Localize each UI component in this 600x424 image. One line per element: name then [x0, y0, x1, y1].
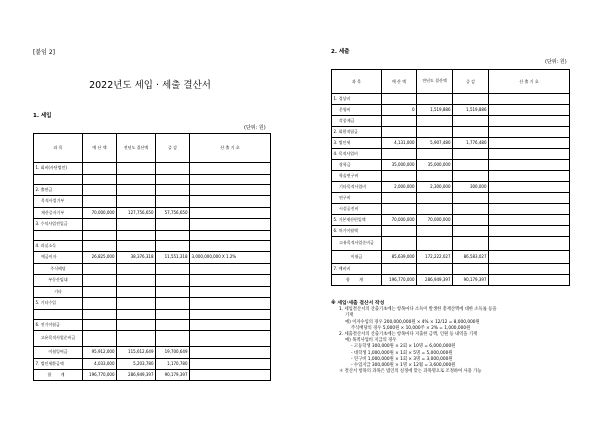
basis-cell — [190, 331, 271, 347]
subject-cell: 합 계 — [34, 370, 83, 381]
expenditure-table — [331, 69, 570, 286]
budget-cell — [83, 240, 117, 252]
budget-cell — [83, 275, 117, 287]
expenditure-section-title: 2. 세출 — [331, 49, 350, 55]
budget-cell — [83, 331, 117, 347]
change-cell — [453, 204, 489, 215]
table-row — [34, 263, 271, 275]
table-row — [332, 182, 570, 193]
budget-cell: 2,000,000 — [382, 182, 417, 193]
change-cell: 90,179,397 — [453, 275, 489, 286]
table-row — [332, 251, 570, 264]
prev-settlement-cell: 35,000,000 — [417, 160, 453, 171]
table-row — [332, 171, 570, 182]
note-line: 예) 목적사업비 지급의 경우 — [345, 338, 397, 344]
subject-cell — [34, 230, 83, 240]
budget-cell: 196,770,000 — [382, 275, 417, 286]
table-row — [34, 275, 271, 287]
subject-cell: 4. 목적사업비 — [332, 149, 382, 160]
table-row — [34, 298, 271, 310]
total-row — [34, 370, 271, 381]
basis-cell — [489, 127, 570, 138]
change-cell — [453, 127, 489, 138]
basis-cell — [489, 171, 570, 182]
basis-cell — [489, 251, 570, 264]
table-row — [332, 204, 570, 215]
header-subject: 과 목 — [332, 70, 382, 94]
subject-cell: 7. 예비비 — [332, 264, 382, 275]
prev-settlement-cell — [417, 94, 453, 105]
subject-cell: 연구비 — [332, 193, 382, 204]
table-row — [34, 184, 271, 196]
budget-cell: 4,033,000 — [83, 358, 117, 370]
prev-settlement-cell: 286,949,397 — [117, 370, 156, 381]
budget-cell — [382, 149, 417, 160]
change-cell: 90,179,397 — [156, 370, 190, 381]
prev-settlement-cell — [417, 264, 453, 275]
subject-cell: 고유목적사업준비금 — [34, 331, 83, 347]
basis-cell — [190, 309, 271, 319]
basis-cell — [190, 196, 271, 208]
subject-cell: 이월잉여금 — [34, 347, 83, 359]
prev-settlement-cell: 115,612,649 — [117, 347, 156, 359]
prev-settlement-cell — [417, 204, 453, 215]
note-line: 주식배당의 경우 5,000원 × 10,000주 × 2% = 1,000,000원 — [351, 325, 471, 331]
change-cell — [453, 264, 489, 275]
prev-settlement-cell — [117, 184, 156, 196]
subject-cell — [34, 309, 83, 319]
budget-cell: 70,000,000 — [382, 215, 417, 226]
prev-settlement-cell: 70,000,000 — [417, 215, 453, 226]
table-row — [34, 196, 271, 208]
note-line: 2. 세출결산서의 산출기초에는 항목마다 지출한 금액, 인원 등 내역을 기재 — [339, 332, 478, 338]
table-row — [34, 174, 271, 184]
prev-settlement-cell — [417, 127, 453, 138]
change-cell: 86,583,027 — [453, 251, 489, 264]
prev-settlement-cell — [117, 298, 156, 310]
budget-cell — [83, 286, 117, 298]
change-cell — [453, 215, 489, 226]
basis-cell — [190, 219, 271, 231]
table-row — [332, 138, 570, 149]
prev-settlement-cell — [117, 263, 156, 275]
note-line: - 수업지급 300,000원 × 1명 × 12월 = 3,600,000원 — [351, 363, 456, 369]
subject-cell: 시설공진비 — [332, 204, 382, 215]
change-cell — [156, 230, 190, 240]
basis-cell — [489, 182, 570, 193]
change-cell: 1,170,780 — [156, 358, 190, 370]
budget-cell — [83, 196, 117, 208]
subject-cell: 3. 법인세 — [332, 138, 382, 149]
prev-settlement-cell: 172,222,027 — [417, 251, 453, 264]
budget-cell: 85,639,000 — [382, 251, 417, 264]
table-row — [332, 264, 570, 275]
change-cell — [156, 174, 190, 184]
prev-settlement-cell: 5,907,480 — [417, 138, 453, 149]
change-cell — [453, 94, 489, 105]
basis-cell — [190, 263, 271, 275]
table-row — [34, 358, 271, 370]
expenditure-unit-label: (단위: 원) — [545, 59, 567, 65]
table-row — [34, 240, 271, 252]
revenue-table — [33, 133, 271, 381]
subject-cell: 학술연구비 — [332, 171, 382, 182]
attachment-label: [붙임 2] — [33, 49, 55, 56]
budget-cell — [382, 226, 417, 237]
prev-settlement-cell — [117, 309, 156, 319]
change-cell: 19,700,649 — [156, 347, 190, 359]
prev-settlement-cell — [117, 230, 156, 240]
budget-cell — [382, 171, 417, 182]
subject-cell: 이월금 — [332, 251, 382, 264]
note-line: 예) 이자수입의 경우 200,000,000원 × 4% × 12/12 = 8,000,000원 — [345, 319, 480, 325]
change-cell — [156, 263, 190, 275]
prev-settlement-cell — [417, 149, 453, 160]
budget-cell — [83, 298, 117, 310]
table-row — [332, 160, 570, 171]
header-basis: 산 출 기 초 — [489, 70, 570, 94]
change-cell — [453, 160, 489, 171]
prev-settlement-cell: 2,300,000 — [417, 182, 453, 193]
header-budget: 예 산 액 — [83, 134, 117, 163]
table-row — [34, 319, 271, 331]
table-row — [332, 116, 570, 127]
basis-cell — [489, 193, 570, 204]
header-subject: 과 목 — [34, 134, 83, 163]
budget-cell — [83, 319, 117, 331]
note-line: - 고등학생 300,000원 × 2회 × 10명 = 6,000,000원 — [351, 344, 456, 350]
table-row — [332, 193, 570, 204]
prev-settlement-cell: 127,756,650 — [117, 207, 156, 219]
budget-cell: 35,000,000 — [382, 160, 417, 171]
basis-cell — [489, 237, 570, 251]
prev-settlement-cell — [417, 237, 453, 251]
change-cell — [156, 184, 190, 196]
budget-cell: 196,770,000 — [83, 370, 117, 381]
header-change: 증 감 — [453, 70, 489, 94]
change-cell — [156, 331, 190, 347]
header-budget: 예 산 액 — [382, 70, 417, 94]
subject-cell: 목적사업기부 — [34, 196, 83, 208]
subject-cell: 5. 기본재산편입액 — [332, 215, 382, 226]
subject-cell: 고유목적사업준비금 — [332, 237, 382, 251]
prev-settlement-cell — [417, 226, 453, 237]
budget-cell: 0 — [382, 105, 417, 116]
note-line: - 대학생 1,000,000원 × 1회 × 5명 = 5,000,000원 — [351, 350, 453, 356]
basis-cell — [489, 160, 570, 171]
basis-cell — [190, 298, 271, 310]
budget-cell: 4,131,000 — [382, 138, 417, 149]
basis-cell — [190, 286, 271, 298]
header-basis: 산 출 기 초 — [190, 134, 271, 163]
change-cell — [156, 319, 190, 331]
header-prev-settlement: 전년도 결산액 — [117, 134, 156, 163]
basis-cell: 3,000,000,000 X 1.2% — [190, 252, 271, 264]
revenue-section-title: 1. 세입 — [33, 113, 52, 119]
prev-settlement-cell — [117, 174, 156, 184]
basis-cell — [190, 240, 271, 252]
basis-cell — [489, 204, 570, 215]
basis-cell — [190, 230, 271, 240]
budget-cell — [83, 184, 117, 196]
basis-cell — [190, 347, 271, 359]
basis-cell — [190, 207, 271, 219]
prev-settlement-cell — [117, 163, 156, 175]
budget-cell — [83, 263, 117, 275]
basis-cell — [190, 319, 271, 331]
basis-cell — [190, 174, 271, 184]
change-cell: 1,519,886 — [453, 105, 489, 116]
subject-cell: 예금이자 — [34, 252, 83, 264]
basis-cell — [489, 138, 570, 149]
table-row — [332, 215, 570, 226]
basis-cell — [190, 163, 271, 175]
subject-cell: 재산증자기부 — [34, 207, 83, 219]
header-prev-settlement: 전년도 결산액 — [417, 70, 453, 94]
basis-cell — [190, 275, 271, 287]
change-cell — [156, 240, 190, 252]
basis-cell — [489, 275, 570, 286]
note-line: ＊ 결산서 항목의 과목은 법인의 실정에 맞는 과목명으로 조정하여 사용 가능 — [339, 369, 482, 375]
subject-cell: 6. 차기이월액 — [332, 226, 382, 237]
subject-cell: 6. 전기이월금 — [34, 319, 83, 331]
header-change: 증 감 — [156, 134, 190, 163]
subject-cell: 합 계 — [332, 275, 382, 286]
budget-cell — [382, 264, 417, 275]
prev-settlement-cell — [117, 319, 156, 331]
note-line: 기재 — [345, 313, 354, 319]
document-title: 2022년도 세입 · 세출 결산서 — [89, 80, 211, 91]
prev-settlement-cell — [117, 219, 156, 231]
change-cell — [156, 286, 190, 298]
subject-cell: 주식배당 — [34, 263, 83, 275]
table-row — [34, 230, 271, 240]
total-row — [332, 275, 570, 286]
budget-cell: 70,000,000 — [83, 207, 117, 219]
change-cell — [156, 309, 190, 319]
basis-cell — [190, 370, 271, 381]
change-cell — [453, 116, 489, 127]
budget-cell — [382, 204, 417, 215]
table-row — [34, 309, 271, 319]
budget-cell — [382, 116, 417, 127]
change-cell: 1,776,480 — [453, 138, 489, 149]
budget-cell — [83, 163, 117, 175]
budget-cell — [83, 309, 117, 319]
subject-cell: 2. 회원적립금 — [332, 127, 382, 138]
prev-settlement-cell — [417, 171, 453, 182]
budget-cell — [382, 127, 417, 138]
table-row — [34, 163, 271, 175]
revenue-unit-label: (단위: 원) — [244, 125, 266, 131]
change-cell: 300,000 — [453, 182, 489, 193]
budget-cell: 26,825,000 — [83, 252, 117, 264]
change-cell — [156, 196, 190, 208]
subject-cell: 기타목적사업비 — [332, 182, 382, 193]
note-line: 1. 세입결산서의 산출기초에는 항목마다 소득이 발생한 총재산액에 대한 소득률 등을 — [339, 307, 497, 313]
basis-cell — [190, 184, 271, 196]
budget-cell — [382, 193, 417, 204]
budget-cell — [382, 237, 417, 251]
budget-cell — [83, 230, 117, 240]
budget-cell — [83, 174, 117, 184]
prev-settlement-cell: 5,203,780 — [117, 358, 156, 370]
table-row — [34, 286, 271, 298]
basis-cell — [489, 116, 570, 127]
table-row — [332, 226, 570, 237]
change-cell: 57,756,650 — [156, 207, 190, 219]
basis-cell — [489, 105, 570, 116]
subject-cell: 4. 과실소득 — [34, 240, 83, 252]
subject-cell: 2. 출연금 — [34, 184, 83, 196]
prev-settlement-cell — [117, 196, 156, 208]
subject-cell: 5. 기타수입 — [34, 298, 83, 310]
subject-cell: 7. 법인세환급액 — [34, 358, 83, 370]
prev-settlement-cell: 286,949,397 — [417, 275, 453, 286]
prev-settlement-cell: 38,376,318 — [117, 252, 156, 264]
change-cell — [453, 237, 489, 251]
subject-cell: 부동산임대 — [34, 275, 83, 287]
subject-cell: 1. 경상비 — [332, 94, 382, 105]
prev-settlement-cell: 1,519,886 — [417, 105, 453, 116]
basis-cell — [489, 226, 570, 237]
budget-cell — [83, 219, 117, 231]
change-cell — [156, 163, 190, 175]
prev-settlement-cell — [117, 240, 156, 252]
change-cell — [156, 275, 190, 287]
subject-cell: 1. 회비(사단법인) — [34, 163, 83, 175]
subject-cell: 운영비 — [332, 105, 382, 116]
table-row — [34, 219, 271, 231]
basis-cell — [489, 149, 570, 160]
subject-cell: 기타 — [34, 286, 83, 298]
table-row — [34, 331, 271, 347]
note-line: - 연구비 1,000,000원 × 1회 × 3명 = 3,000,000원 — [351, 356, 453, 362]
notes-lines — [331, 307, 596, 375]
change-cell — [156, 298, 190, 310]
subject-cell: 장학금 — [332, 160, 382, 171]
prev-settlement-cell — [117, 331, 156, 347]
change-cell — [453, 193, 489, 204]
subject-cell: 3. 수익사업전입금 — [34, 219, 83, 231]
table-row — [332, 149, 570, 160]
subject-cell: 각종제금 — [332, 116, 382, 127]
table-row — [34, 252, 271, 264]
change-cell: 11,551,318 — [156, 252, 190, 264]
budget-cell — [382, 94, 417, 105]
table-row — [34, 347, 271, 359]
table-row — [332, 127, 570, 138]
prev-settlement-cell — [417, 116, 453, 127]
subject-cell — [34, 174, 83, 184]
prev-settlement-cell — [117, 286, 156, 298]
writing-notes — [331, 301, 596, 375]
table-row — [332, 237, 570, 251]
prev-settlement-cell — [417, 193, 453, 204]
budget-cell: 95,912,000 — [83, 347, 117, 359]
change-cell — [453, 226, 489, 237]
basis-cell — [489, 264, 570, 275]
basis-cell — [190, 358, 271, 370]
basis-cell — [489, 215, 570, 226]
table-row — [34, 207, 271, 219]
change-cell — [453, 171, 489, 182]
change-cell — [156, 219, 190, 231]
change-cell — [453, 149, 489, 160]
table-row — [332, 94, 570, 105]
prev-settlement-cell — [117, 275, 156, 287]
table-row — [332, 105, 570, 116]
notes-heading: ※ 세입·세출 결산서 작성 — [331, 301, 385, 306]
basis-cell — [489, 94, 570, 105]
